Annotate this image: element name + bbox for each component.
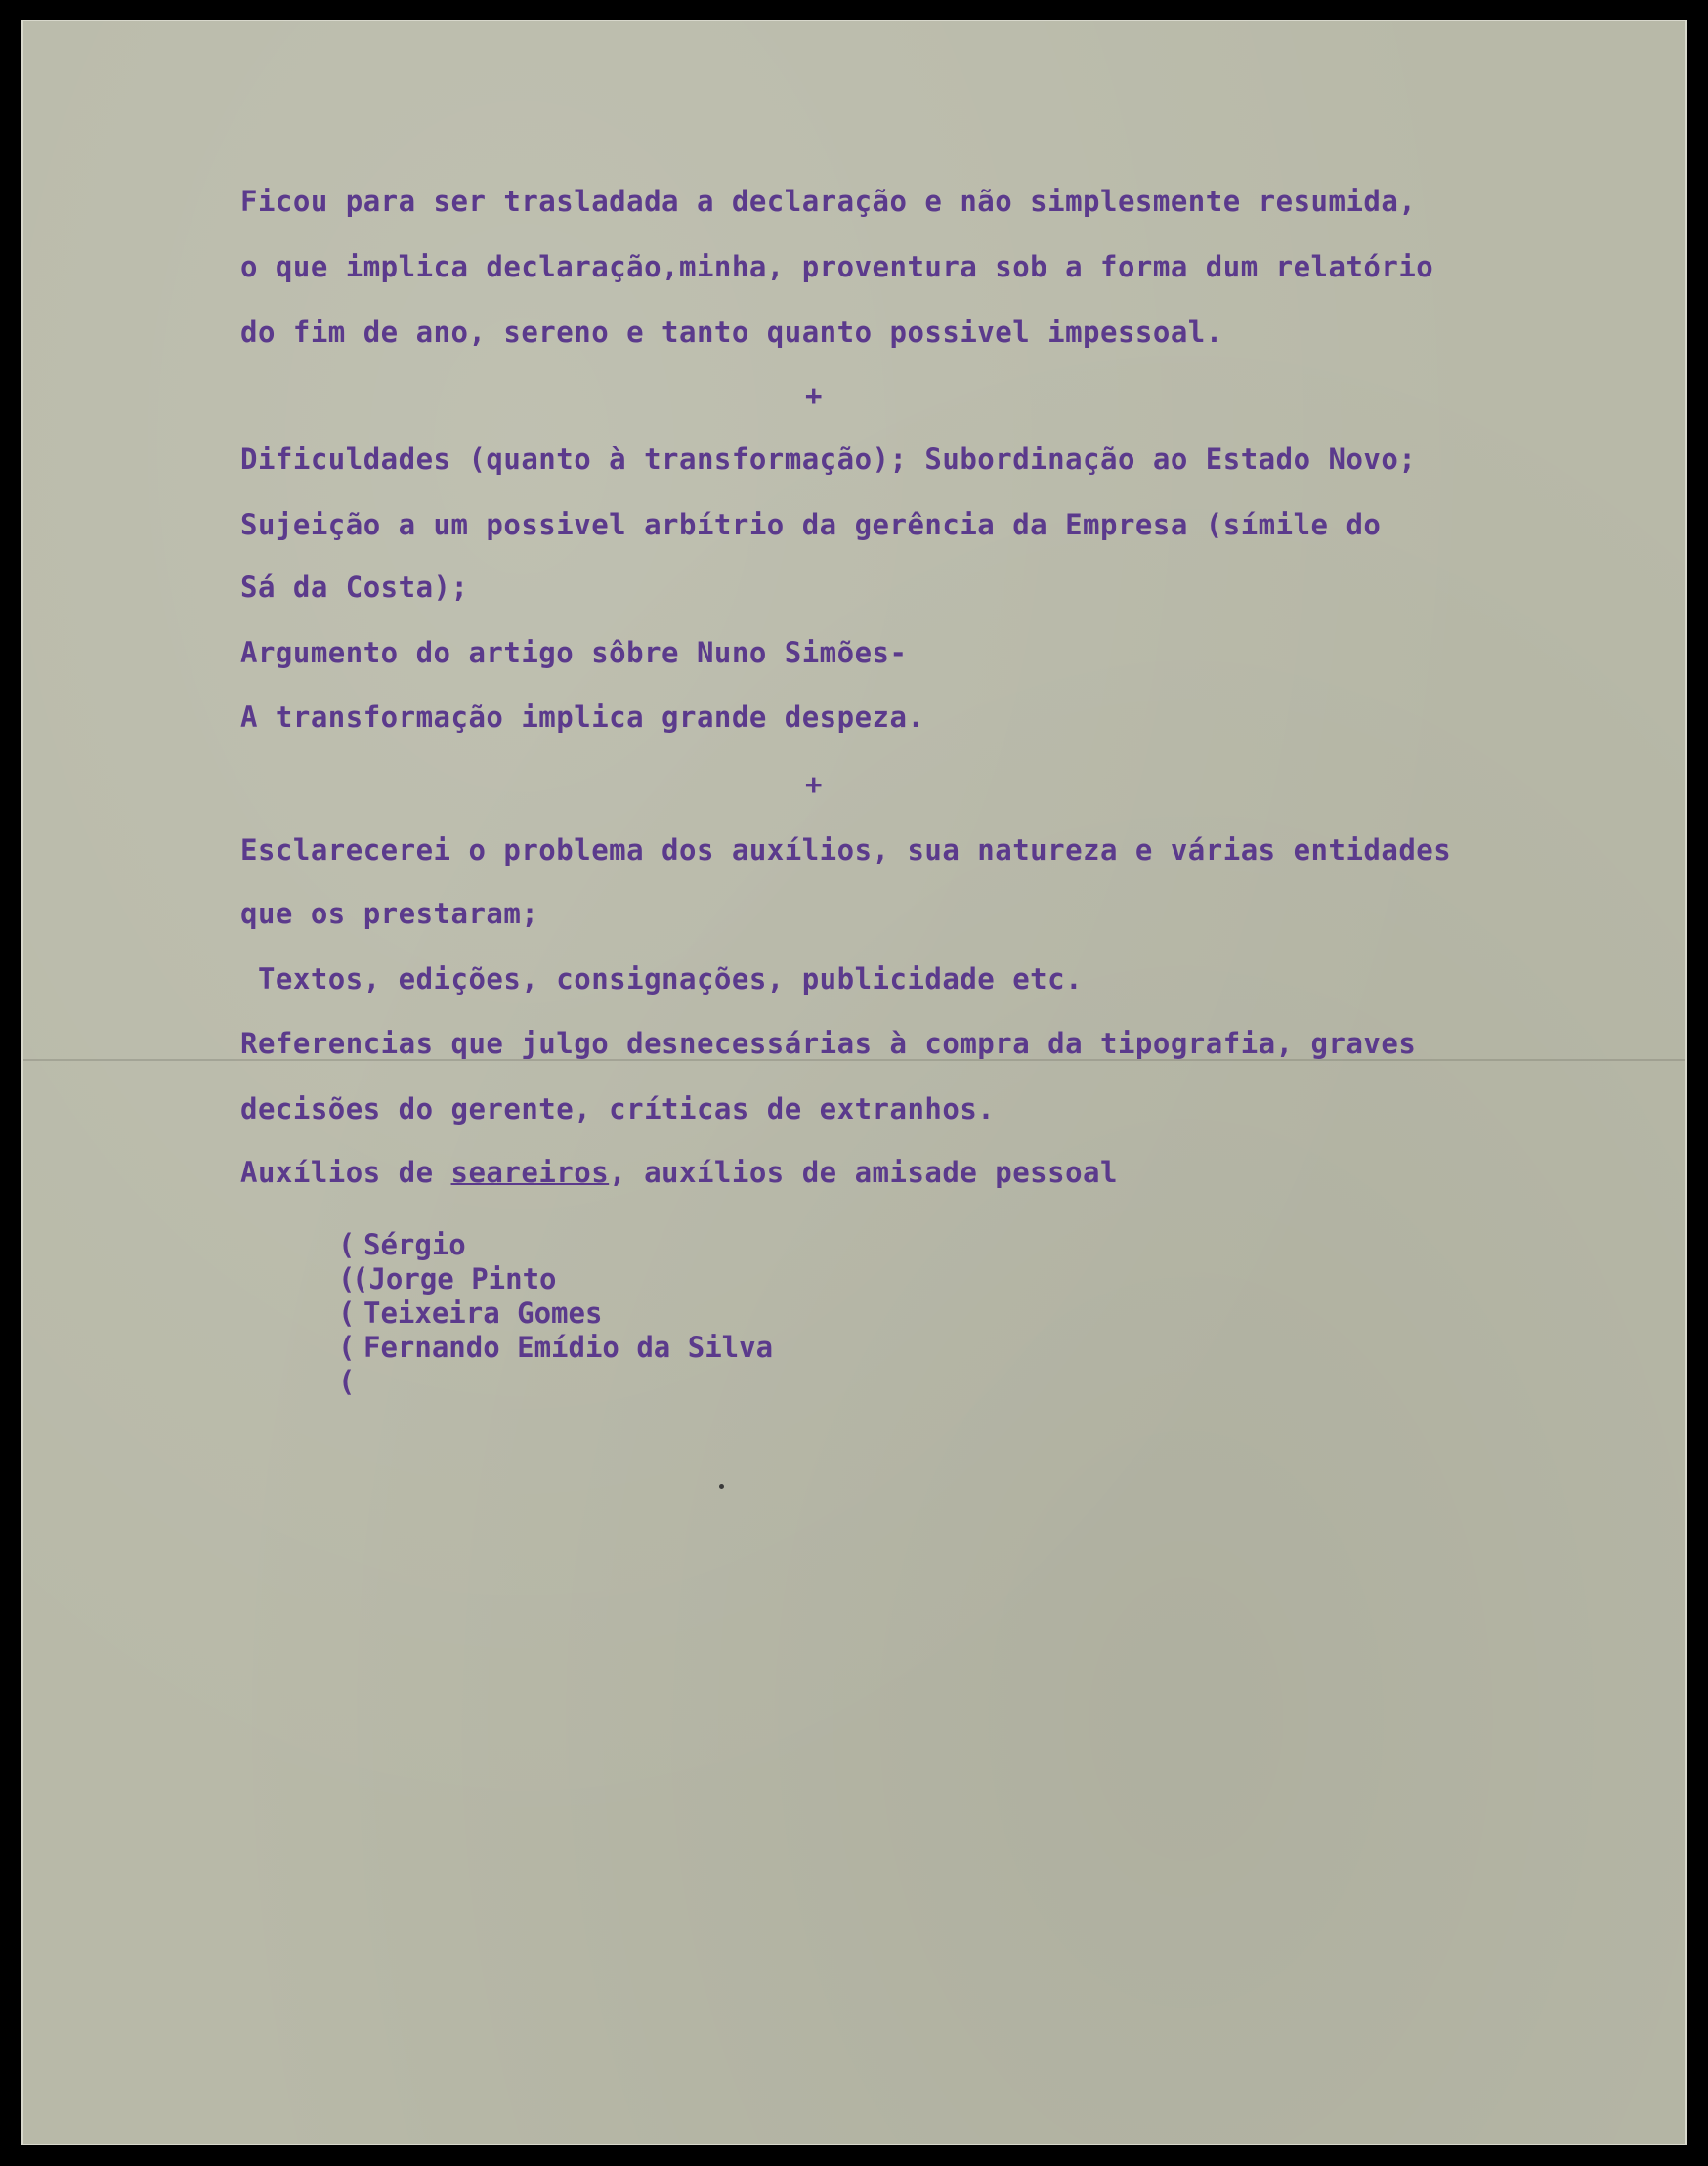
text-line: Esclarecerei o problema dos auxílios, sua natureza e várias entidades — [240, 833, 1452, 867]
text-line: Referencias que julgo desnecessárias à compra da tipografia, graves — [240, 1027, 1417, 1060]
text-line: decisões do gerente, críticas de extranhos. — [240, 1092, 996, 1125]
name-item: Teixeira Gomes — [363, 1296, 603, 1330]
text-line: do fim de ano, sereno e tanto quanto possivel impessoal. — [240, 316, 1223, 349]
text-line-auxilios — [240, 1157, 1118, 1188]
separator-mark: + — [805, 768, 823, 801]
ink-dot — [719, 1484, 724, 1489]
text-line: Argumento do artigo sôbre Nuno Simões- — [240, 636, 908, 669]
text-line: Sujeição a um possivel arbítrio da gerência da Empresa (símile do — [240, 508, 1382, 541]
text-line: que os prestaram; — [240, 897, 539, 930]
brace-mark: ( — [338, 1296, 356, 1330]
name-item: (Jorge Pinto — [352, 1262, 557, 1295]
text-line: Dificuldades (quanto à transformação); Subordinação ao Estado Novo; — [240, 443, 1417, 476]
name-item: Fernando Emídio da Silva — [363, 1331, 774, 1364]
text-line: Sá da Costa); — [240, 571, 469, 604]
separator-mark: + — [805, 379, 823, 412]
text-segment: Auxílios de — [240, 1156, 451, 1189]
text-segment: , auxílios de amisade pessoal — [609, 1156, 1118, 1189]
text-line: Ficou para ser trasladada a declaração e não simplesmente resumida, — [240, 185, 1417, 218]
underlined-word: seareiros — [450, 1156, 610, 1189]
brace-mark: ( — [338, 1228, 356, 1261]
names-list — [346, 1228, 773, 1365]
document-page — [21, 20, 1687, 2145]
text-line: Textos, edições, consignações, publicidade etc. — [240, 962, 1084, 996]
brace-mark: ( — [338, 1262, 356, 1295]
text-line: A transformação implica grande despeza. — [240, 701, 925, 734]
brace-mark: ( — [338, 1331, 356, 1364]
brace-mark: ( — [338, 1365, 356, 1398]
text-line: o que implica declaração,minha, proventura sob a forma dum relatório — [240, 250, 1434, 283]
name-item: Sérgio — [363, 1228, 466, 1261]
